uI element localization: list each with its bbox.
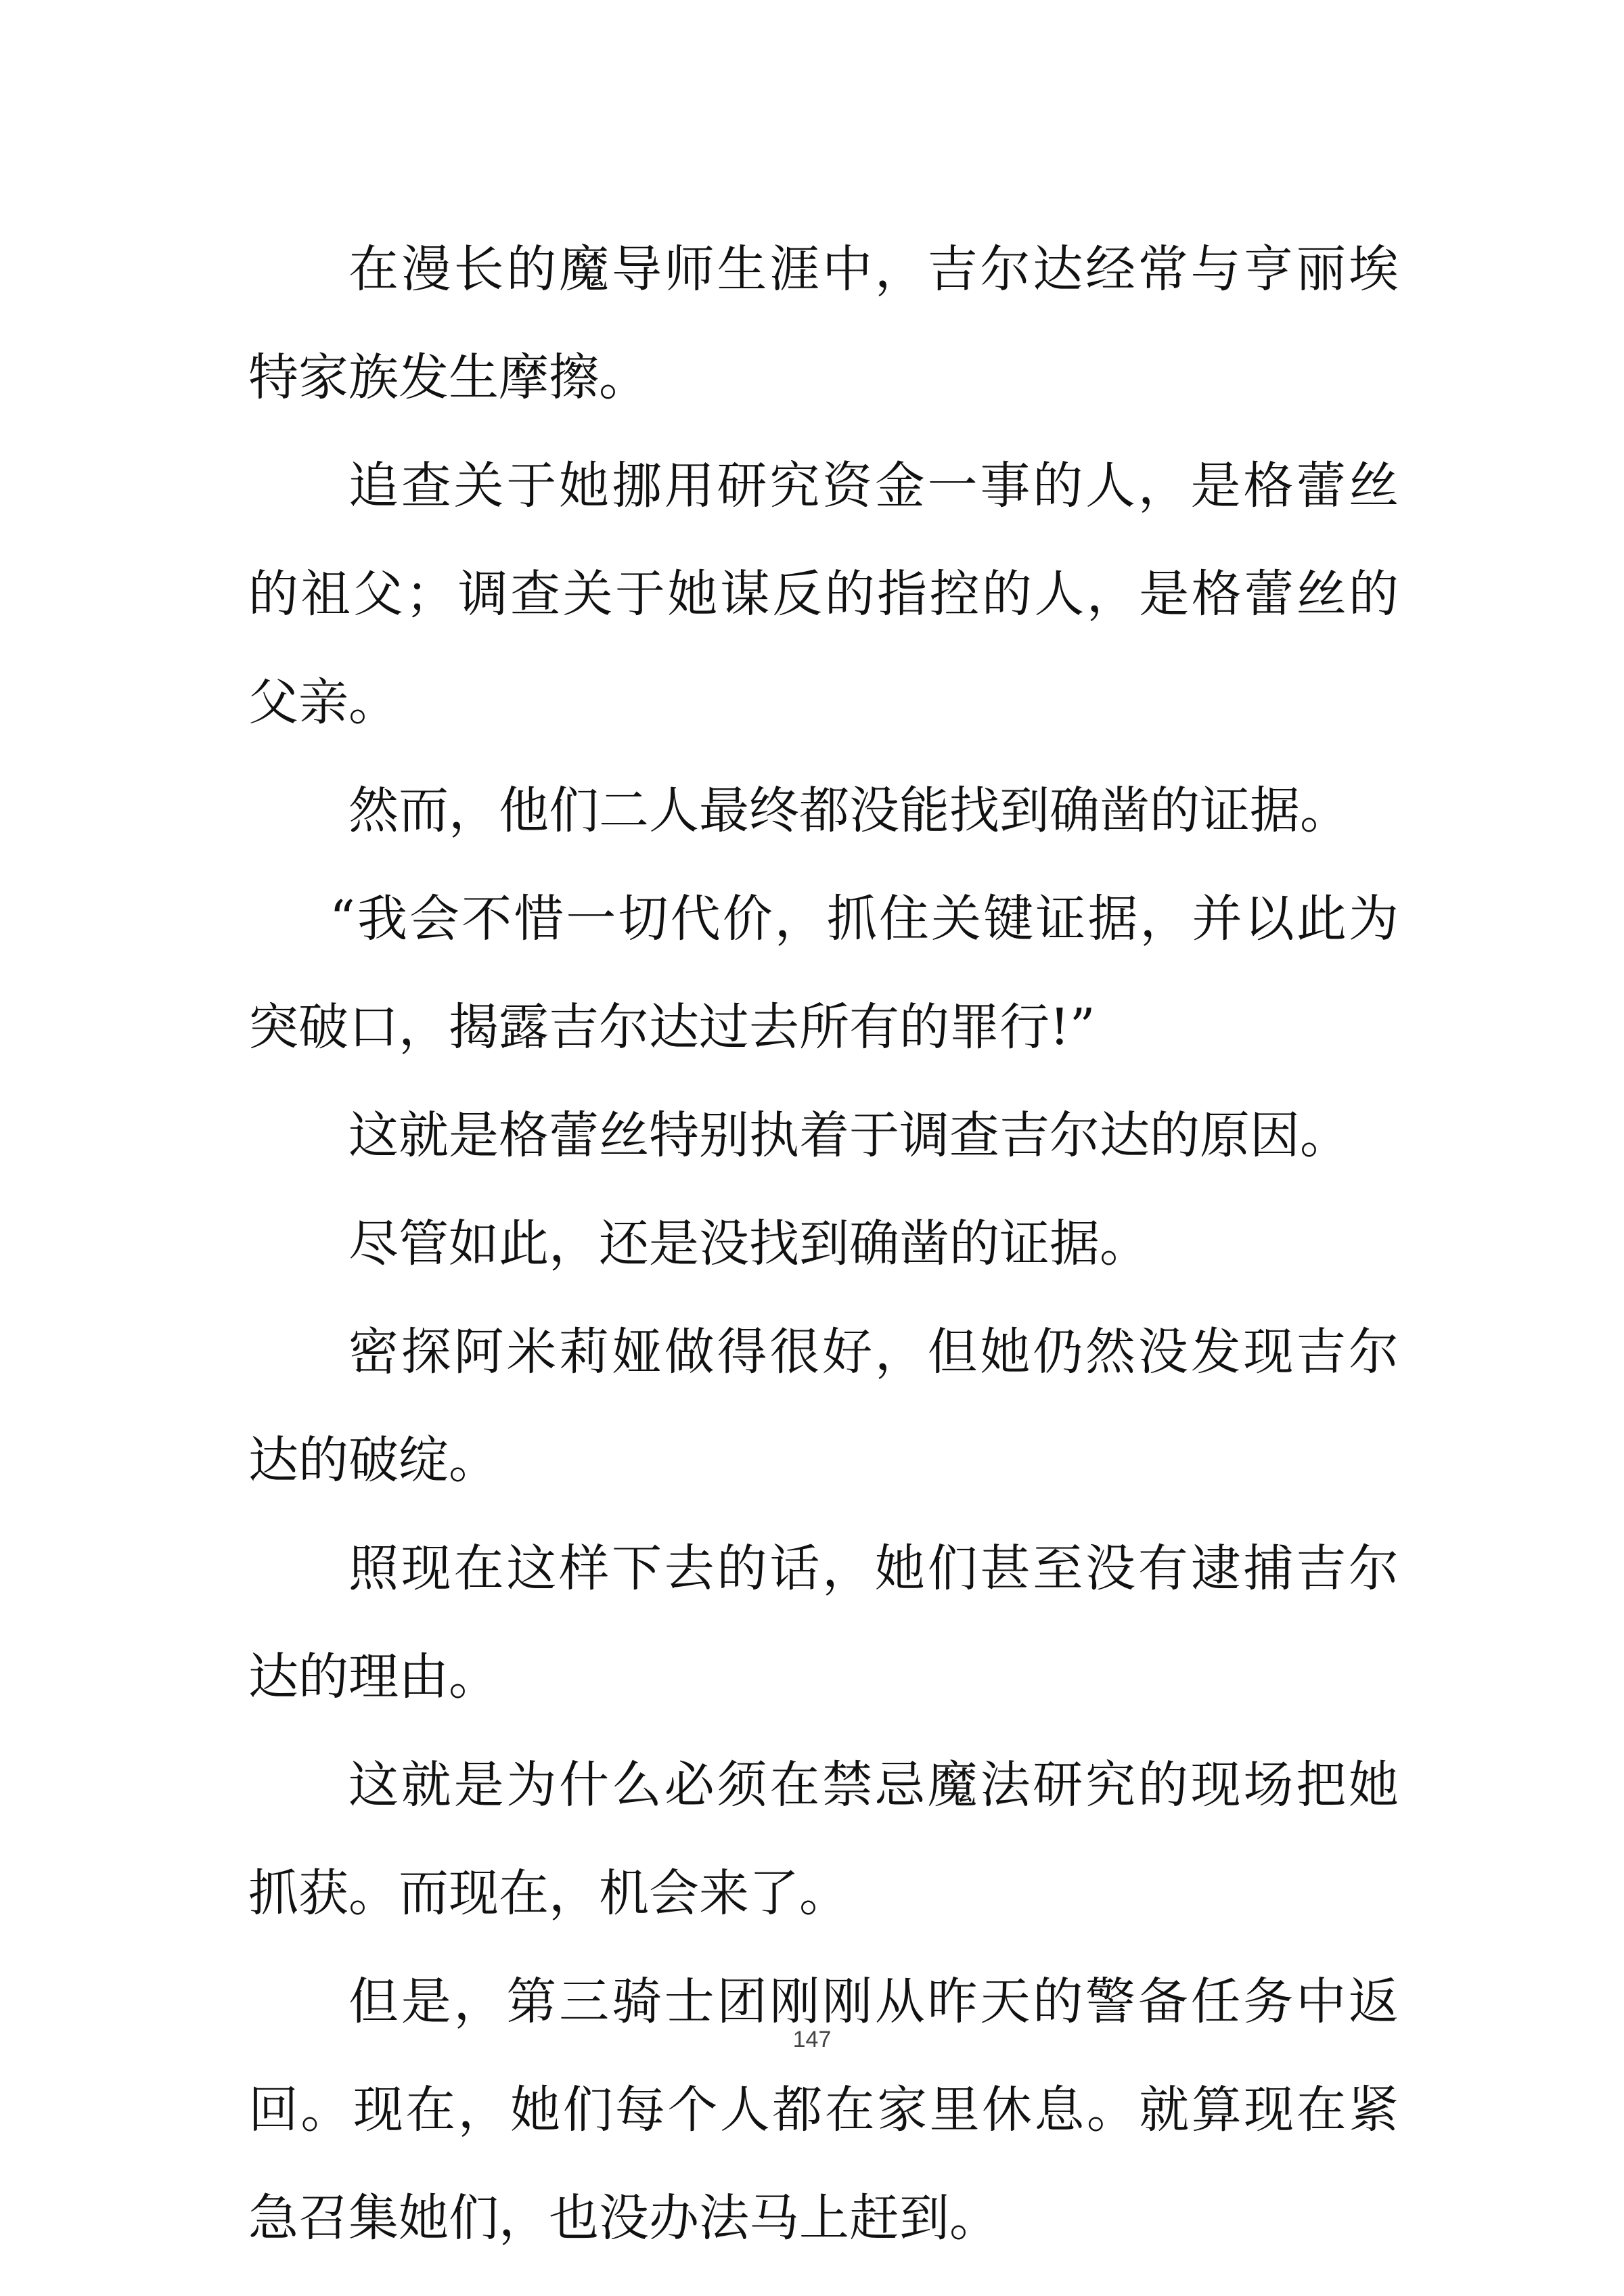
paragraph: 照现在这样下去的话，她们甚至没有逮捕吉尔达的理由。 <box>248 1539 1399 1706</box>
paragraph: 然而，他们二人最终都没能找到确凿的证据。 <box>348 782 1350 840</box>
paragraph: 尽管如此，还是没找到确凿的证据。 <box>348 1215 1150 1273</box>
paragraph: 在漫长的魔导师生涯中，吉尔达经常与亨丽埃特家族发生摩擦。 <box>248 240 1399 407</box>
quoted-paragraph: “我会不惜一切代价，抓住关键证据，并以此为突破口，揭露吉尔达过去所有的罪行!” <box>248 890 1399 1056</box>
paragraph: 这就是格蕾丝特别执着于调查吉尔达的原因。 <box>348 1106 1350 1165</box>
paragraph: 追查关于她挪用研究资金一事的人，是格蕾丝的祖父；调查关于她谋反的指控的人，是格蕾丝的父亲。 <box>248 457 1399 731</box>
page-number: 147 <box>792 2027 832 2052</box>
paragraph: 但是，第三骑士团刚刚从昨天的警备任务中返回。现在，她们每个人都在家里休息。就算现在紧急召集她们，也没办法马上赶到。 <box>248 1973 1399 2247</box>
paragraph: 这就是为什么必须在禁忌魔法研究的现场把她抓获。而现在，机会来了。 <box>248 1756 1399 1922</box>
body-text <box>248 215 1399 2272</box>
paragraph: 密探阿米莉娅做得很好，但她仍然没发现吉尔达的破绽。 <box>248 1323 1399 1489</box>
